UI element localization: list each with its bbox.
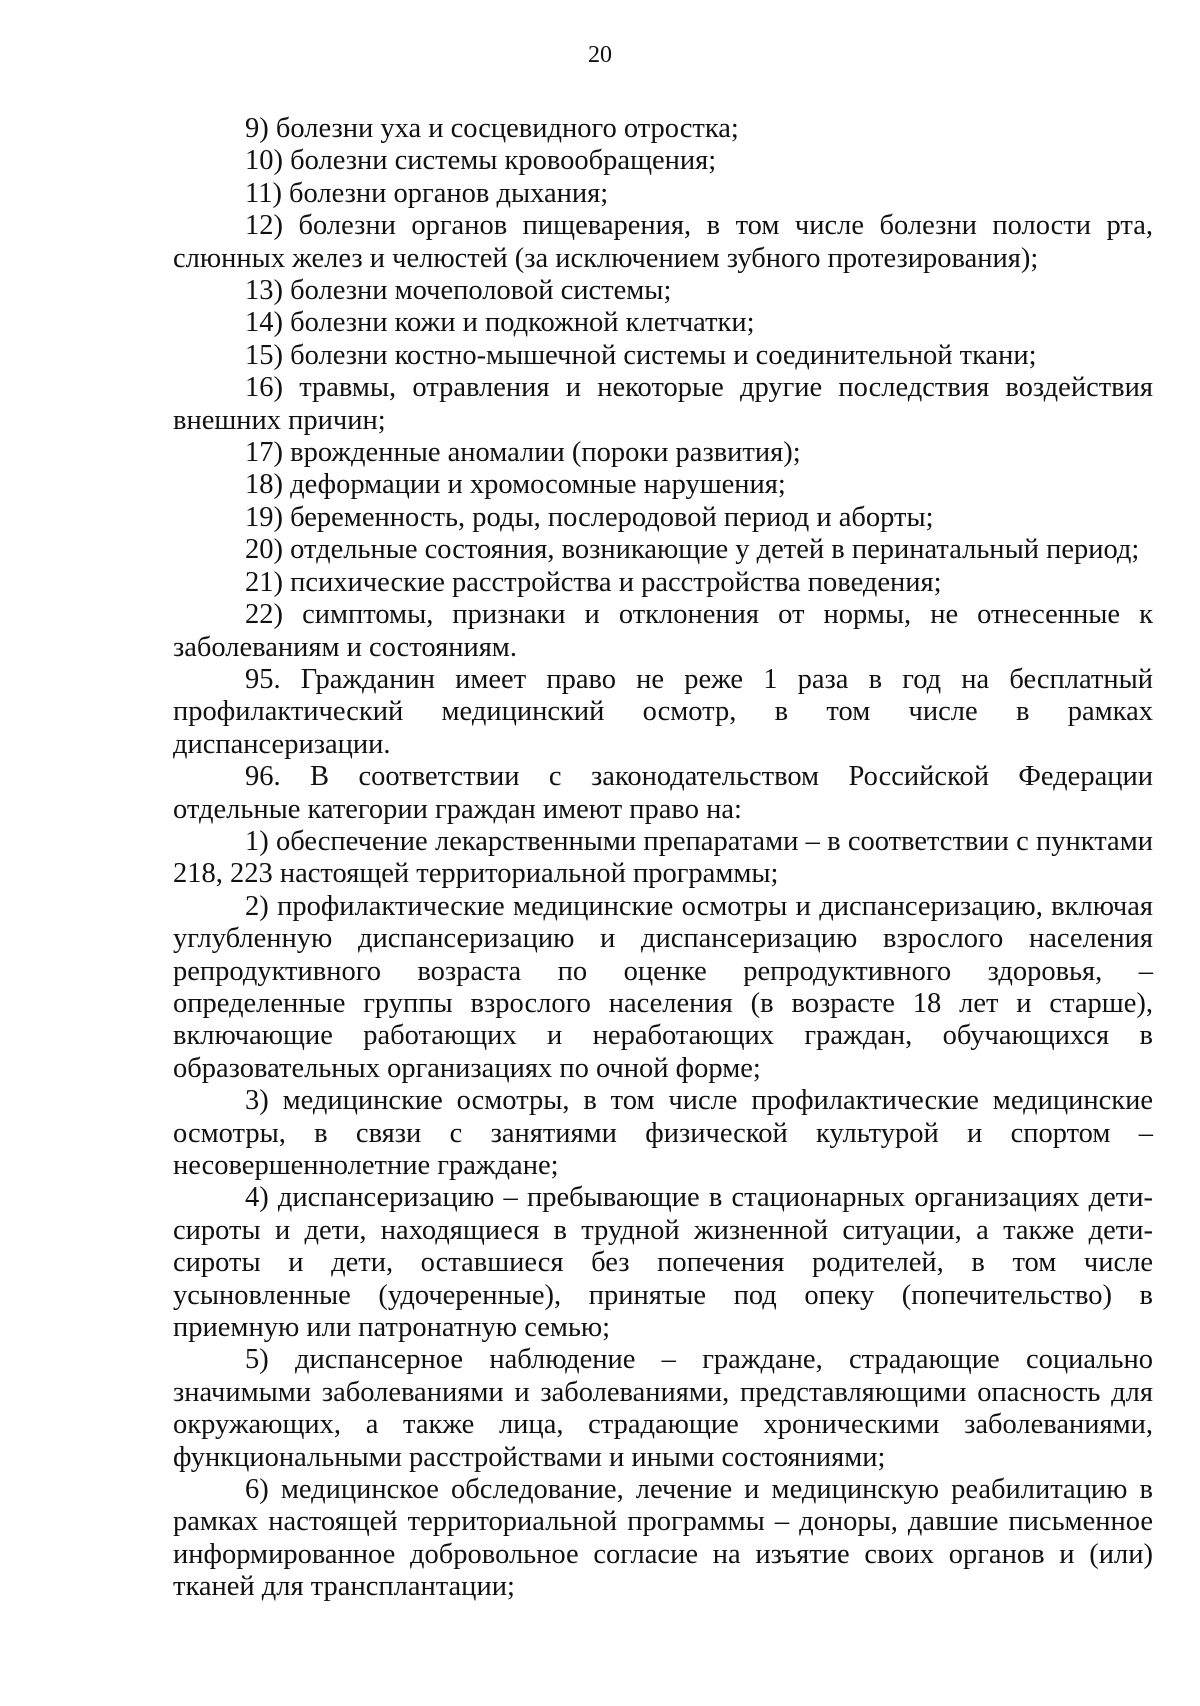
list-item-14: 14) болезни кожи и подкожной клетчатки; — [245, 307, 755, 339]
list-item-20: 20) отдельные состояния, возникающие у детей в перинатальный период; — [245, 534, 1140, 566]
list-item-12: 12) болезни органов пищеварения, в том числе болезни полости рта, слюнных желез и челюстей (за исключением зубного протезирования); — [173, 210, 1153, 274]
list-item-10: 10) болезни системы кровообращения; — [245, 145, 717, 177]
list-item-15: 15) болезни костно-мышечной системы и соединительной ткани; — [245, 339, 1037, 371]
page-number: 20 — [588, 42, 612, 68]
clause-95: 95. Гражданин имеет право не реже 1 раза в год на бесплатный профилактический медицинский осмотр, в том числе в рамках диспансеризации. — [173, 663, 1153, 760]
list-item-11: 11) болезни органов дыхания; — [245, 177, 609, 209]
list-item-19: 19) беременность, роды, послеродовой период и аборты; — [245, 501, 934, 533]
list-item-17: 17) врожденные аномалии (пороки развития); — [245, 437, 801, 469]
list-item-16: 16) травмы, отравления и некоторые другие последствия воздействия внешних причин; — [173, 372, 1153, 436]
list-item-9: 9) болезни уха и сосцевидного отростка; — [245, 113, 739, 144]
clause-96: 96. В соответствии с законодательством Российской Федерации отдельные категории граждан имеют право на: — [173, 761, 1153, 825]
clause-96-item-2: 2) профилактические медицинские осмотры и диспансеризацию, включая углубленную диспансеризацию и диспансеризацию взрослого населения репродуктивного возраста по оценке репродуктивного здоровья, – определенные группы взрослого населения (в возрасте 18 лет и старше), включающие работающих и неработающих граждан, обучающихся в образовательных организациях по очной форме; — [173, 890, 1153, 1084]
clause-96-item-5: 5) диспансерное наблюдение – граждане, страдающие социально значимыми заболеваниями и заболеваниями, представляющими опасность для окружающих, а также лица, страдающие хроническими заболеваниями, функциональными расстройствами и иными состояниями; — [173, 1344, 1153, 1473]
list-item-22: 22) симптомы, признаки и отклонения от нормы, не отнесенные к заболеваниям и состояниям. — [173, 599, 1153, 663]
list-item-21: 21) психические расстройства и расстройства поведения; — [245, 566, 942, 598]
list-item-18: 18) деформации и хромосомные нарушения; — [245, 469, 786, 501]
document-body — [173, 113, 1153, 1604]
clause-96-item-4: 4) диспансеризацию – пребывающие в стационарных организациях дети-сироты и дети, находящиеся в трудной жизненной ситуации, а также дети-сироты и дети, оставшиеся без попечения родителей, в том числе усыновленные (удочеренные), принятые под опеку (попечительство) в приемную или патронатную семью; — [173, 1182, 1153, 1344]
list-item-13: 13) болезни мочеполовой системы; — [245, 275, 672, 307]
clause-96-item-6: 6) медицинское обследование, лечение и медицинскую реабилитацию в рамках настоящей территориальной программы – доноры, давшие письменное информированное добровольное согласие на изъятие своих органов и (или) тканей для трансплантации; — [173, 1474, 1153, 1603]
clause-96-item-1: 1) обеспечение лекарственными препаратами – в соответствии с пунктами 218, 223 настоящей территориальной программы; — [173, 825, 1153, 890]
clause-96-item-3: 3) медицинские осмотры, в том числе профилактические медицинские осмотры, в связи с занятиями физической культурой и спортом – несовершеннолетние граждане; — [173, 1085, 1153, 1181]
